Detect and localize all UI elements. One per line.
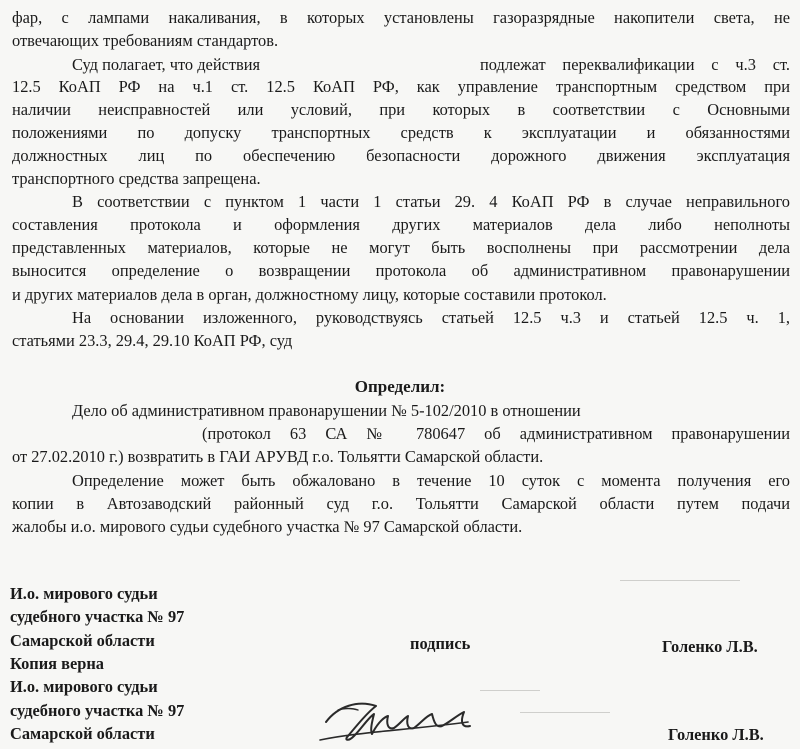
handwritten-signature xyxy=(318,692,498,749)
scan-noise xyxy=(480,690,540,691)
text-line: должностных лиц по обеспечению безопасности дорожного движения эксплуатация xyxy=(12,146,790,165)
signature-line: Копия верна xyxy=(10,654,104,673)
signature-line: судебного участка № 97 xyxy=(10,607,185,626)
scan-noise xyxy=(520,712,610,713)
judge-name-copy: Голенко Л.В. xyxy=(668,725,764,744)
text-line: подлежат переквалификации с ч.3 ст. xyxy=(480,55,790,74)
text-line: от 27.02.2010 г.) возвратить в ГАИ АРУВД г.о. Тольятти Самарской области. xyxy=(12,447,544,466)
text-line: фар, с лампами накаливания, в которых установлены газоразрядные накопители света, не xyxy=(12,8,790,27)
text-line: отвечающих требованиям стандартов. xyxy=(12,31,279,50)
signature-line: Самарской области xyxy=(10,631,155,650)
podpis-label: подпись xyxy=(410,634,471,653)
scan-noise xyxy=(620,580,740,581)
text-line: копии в Автозаводский районный суд г.о. Тольятти Самарской области путем подачи xyxy=(12,494,790,513)
signature-line: И.о. мирового судьи xyxy=(10,584,158,603)
judge-name: Голенко Л.В. xyxy=(662,637,758,656)
text-line: На основании изложенного, руководствуясь статьей 12.5 ч.3 и статьей 12.5 ч. 1, xyxy=(72,308,790,327)
text-line: 12.5 КоАП РФ на ч.1 ст. 12.5 КоАП РФ, как управление транспортным средством при xyxy=(12,77,790,96)
text-line: Дело об административном правонарушении № 5-102/2010 в отношении xyxy=(72,401,581,420)
text-line: Определение может быть обжаловано в течение 10 суток с момента получения его xyxy=(72,471,790,490)
signature-line: Самарской области xyxy=(10,724,155,743)
text-line: жалобы и.о. мирового судьи судебного участка № 97 Самарской области. xyxy=(12,517,523,536)
text-line: положениями по допуску транспортных средств к эксплуатации и обязанностями xyxy=(12,123,790,142)
text-line: составления протокола и оформления других материалов дела либо неполноты xyxy=(12,215,790,234)
text-line: и других материалов дела в орган, должностному лицу, которые составили протокол. xyxy=(12,285,607,304)
signature-line: И.о. мирового судьи xyxy=(10,677,158,696)
text-line: транспортного средства запрещена. xyxy=(12,169,261,188)
signature-line: судебного участка № 97 xyxy=(10,701,185,720)
text-line: Суд полагает, что действия xyxy=(72,55,261,74)
text-line: (протокол 63 СА № 780647 об административном правонарушении xyxy=(202,424,790,443)
text-line: наличии неисправностей или условий, при которых в соответствии с Основными xyxy=(12,100,790,119)
text-line: статьями 23.3, 29.4, 29.10 КоАП РФ, суд xyxy=(12,331,293,350)
text-line: представленных материалов, которые не могут быть восполнены при рассмотрении дела xyxy=(12,238,790,257)
section-heading: Определил: xyxy=(354,377,446,396)
text-line: В соответствии с пунктом 1 части 1 статьи 29. 4 КоАП РФ в случае неправильного xyxy=(72,192,790,211)
text-line: выносится определение о возвращении протокола об административном правонарушении xyxy=(12,261,790,280)
